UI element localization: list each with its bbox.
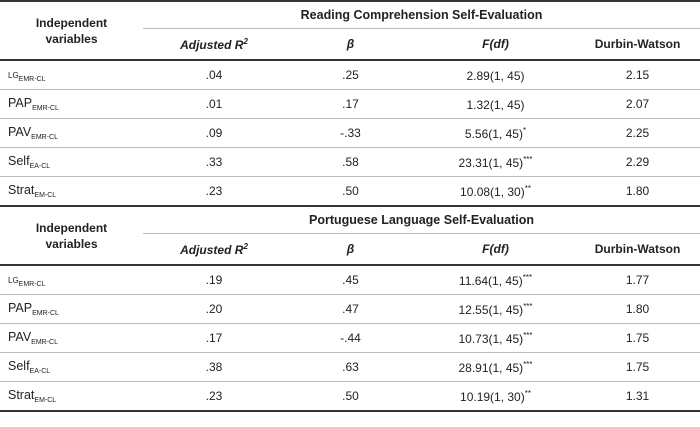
- table-row: [0, 60, 700, 90]
- table-row: [0, 177, 700, 207]
- table-row: [0, 148, 700, 177]
- col-beta: [285, 29, 416, 61]
- row-variable: [0, 60, 143, 90]
- row-variable: [0, 295, 143, 324]
- fdf-label: F(df): [482, 37, 509, 51]
- col-durbin-watson: Durbin-Watson: [594, 242, 681, 256]
- cell-fdf: [416, 177, 575, 207]
- variable-subscript: EMR-CL: [31, 134, 59, 141]
- table-row: [0, 324, 700, 353]
- cell-beta: -.33: [285, 119, 416, 148]
- cell-beta: .63: [285, 353, 416, 382]
- adjusted-r-label: Adjusted R: [180, 242, 244, 257]
- variable-name: LG: [8, 276, 19, 285]
- cell-fdf: [416, 353, 575, 382]
- cell-adjusted-r2: .33: [143, 148, 285, 177]
- cell-adjusted-r2: .23: [143, 177, 285, 207]
- cell-durbin-watson: 2.15: [575, 60, 700, 90]
- cell-adjusted-r2: .17: [143, 324, 285, 353]
- f-value: 10.08(1, 30): [460, 184, 525, 199]
- independent-variables-header: Independent variables: [0, 206, 143, 265]
- f-value: 2.89(1, 45): [466, 68, 525, 83]
- cell-fdf: [416, 265, 575, 295]
- variable-name: Self: [8, 359, 30, 373]
- cell-beta: .25: [285, 60, 416, 90]
- variable-subscript: EMR-CL: [18, 281, 46, 288]
- row-variable: [0, 148, 143, 177]
- cell-fdf: [416, 382, 575, 412]
- independent-variables-header: Independent variables: [0, 1, 143, 60]
- table-row: [0, 90, 700, 119]
- beta-label: β: [346, 37, 355, 51]
- cell-fdf: [416, 148, 575, 177]
- cell-adjusted-r2: .19: [143, 265, 285, 295]
- significance-marker: ***: [523, 301, 533, 311]
- r-squared-superscript: 2: [243, 36, 248, 46]
- cell-durbin-watson: 1.77: [575, 265, 700, 295]
- row-variable: [0, 382, 143, 412]
- variable-name: PAV: [8, 125, 32, 139]
- significance-marker: *: [522, 125, 527, 135]
- f-value: 10.19(1, 30): [460, 389, 525, 404]
- cell-durbin-watson: 2.25: [575, 119, 700, 148]
- row-variable: [0, 90, 143, 119]
- beta-label: β: [346, 242, 355, 256]
- cell-beta: .58: [285, 148, 416, 177]
- row-variable: [0, 265, 143, 295]
- variable-name: PAP: [8, 301, 33, 315]
- significance-marker: ***: [523, 154, 533, 164]
- cell-durbin-watson: 1.80: [575, 177, 700, 207]
- cell-fdf: [416, 119, 575, 148]
- significance-marker: **: [524, 183, 531, 193]
- variable-subscript: EMR-CL: [18, 76, 46, 83]
- table-row: [0, 295, 700, 324]
- cell-beta: .45: [285, 265, 416, 295]
- table-row: [0, 119, 700, 148]
- significance-marker: **: [524, 388, 531, 398]
- col-adjusted-r2: [143, 234, 285, 266]
- f-value: 12.55(1, 45): [458, 302, 524, 317]
- cell-fdf: [416, 90, 575, 119]
- cell-durbin-watson: 1.75: [575, 324, 700, 353]
- col-adjusted-r2: [143, 29, 285, 61]
- cell-adjusted-r2: .38: [143, 353, 285, 382]
- cell-adjusted-r2: .20: [143, 295, 285, 324]
- cell-adjusted-r2: .01: [143, 90, 285, 119]
- f-value: 11.64(1, 45): [458, 273, 523, 288]
- significance-marker: ***: [522, 272, 533, 282]
- cell-durbin-watson: 2.29: [575, 148, 700, 177]
- cell-durbin-watson: 1.31: [575, 382, 700, 412]
- variable-subscript: EMR-CL: [31, 339, 59, 346]
- f-value: 23.31(1, 45): [458, 155, 524, 170]
- cell-fdf: [416, 295, 575, 324]
- fdf-label: F(df): [482, 242, 509, 256]
- adjusted-r-label: Adjusted R: [180, 37, 244, 52]
- variable-subscript: EMR-CL: [32, 310, 59, 317]
- col-durbin-watson: Durbin-Watson: [594, 37, 681, 51]
- variable-name: PAP: [8, 96, 33, 110]
- variable-name: LG: [8, 71, 19, 80]
- variable-subscript: EA-CL: [29, 368, 51, 375]
- cell-beta: .47: [285, 295, 416, 324]
- cell-adjusted-r2: .04: [143, 60, 285, 90]
- significance-marker: ***: [523, 359, 533, 369]
- cell-fdf: [416, 60, 575, 90]
- col-fdf: [416, 234, 575, 266]
- cell-adjusted-r2: .23: [143, 382, 285, 412]
- section-header-row: [0, 1, 700, 29]
- significance-marker: ***: [523, 330, 533, 340]
- cell-beta: .50: [285, 382, 416, 412]
- cell-adjusted-r2: .09: [143, 119, 285, 148]
- table-row: [0, 353, 700, 382]
- table-row: [0, 382, 700, 412]
- row-variable: [0, 119, 143, 148]
- section-title: Reading Comprehension Self-Evaluation: [143, 1, 700, 29]
- row-variable: [0, 324, 143, 353]
- variable-subscript: EMR-CL: [32, 105, 59, 112]
- row-variable: [0, 353, 143, 382]
- variable-subscript: EA-CL: [29, 163, 51, 170]
- row-variable: [0, 177, 143, 207]
- cell-durbin-watson: 2.07: [575, 90, 700, 119]
- variable-name: Strat: [8, 388, 35, 402]
- f-value: 1.32(1, 45): [466, 97, 525, 112]
- variable-name: PAV: [8, 330, 32, 344]
- r-squared-superscript: 2: [243, 241, 248, 251]
- f-value: 5.56(1, 45): [464, 126, 523, 141]
- section-header-row: [0, 206, 700, 234]
- variable-name: Strat: [8, 183, 35, 197]
- f-value: 28.91(1, 45): [458, 360, 524, 375]
- col-fdf: [416, 29, 575, 61]
- cell-durbin-watson: 1.75: [575, 353, 700, 382]
- cell-durbin-watson: 1.80: [575, 295, 700, 324]
- cell-beta: -.44: [285, 324, 416, 353]
- variable-subscript: EM-CL: [34, 192, 57, 199]
- cell-beta: .17: [285, 90, 416, 119]
- cell-fdf: [416, 324, 575, 353]
- f-value: 10.73(1, 45): [458, 331, 524, 346]
- col-beta: [285, 234, 416, 266]
- variable-name: Self: [8, 154, 30, 168]
- table-row: [0, 265, 700, 295]
- variable-subscript: EM-CL: [34, 397, 57, 404]
- section-title: Portuguese Language Self-Evaluation: [143, 206, 700, 234]
- cell-beta: .50: [285, 177, 416, 207]
